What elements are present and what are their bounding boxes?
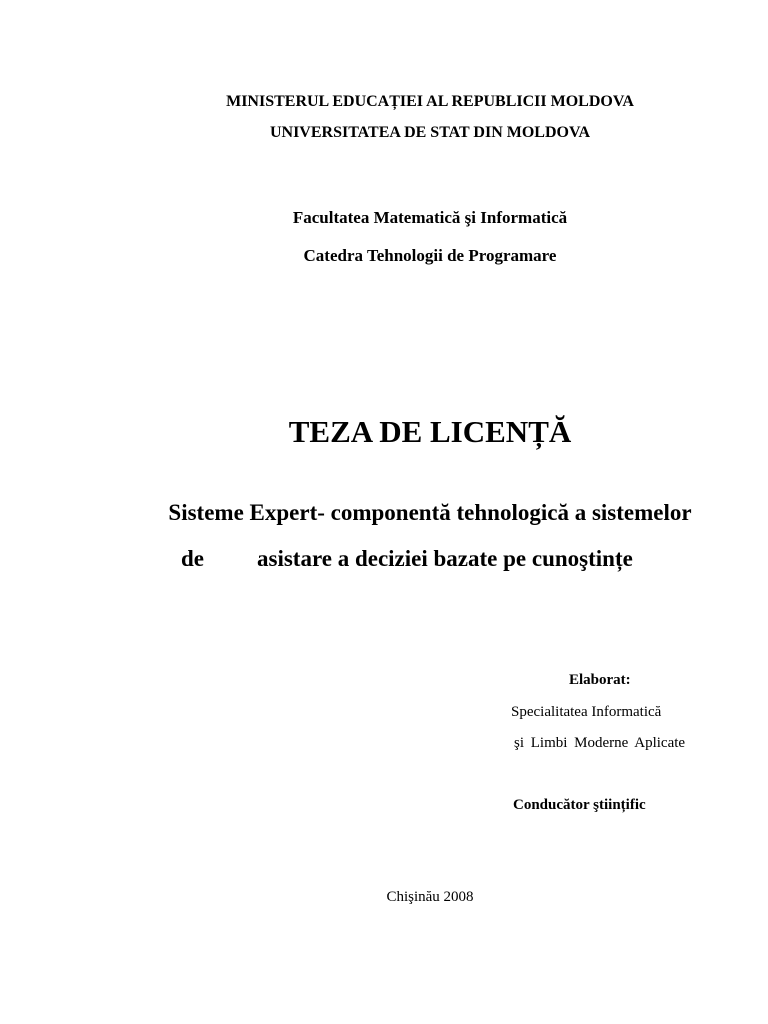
thesis-subtitle-line1: Sisteme Expert- componentă tehnologică a sistemelor <box>168 500 692 525</box>
ministry-heading: MINISTERUL EDUCAȚIEI AL REPUBLICII MOLDOVA <box>226 93 634 110</box>
university-heading: UNIVERSITATEA DE STAT DIN MOLDOVA <box>269 124 591 141</box>
specialty-line2: şi Limbi Moderne Aplicate <box>514 735 686 751</box>
thesis-type-title: TEZA DE LICENȚĂ <box>288 414 572 449</box>
city-year: Chişinău 2008 <box>386 889 474 905</box>
elaborat-label: Elaborat: <box>569 672 631 688</box>
faculty-name: Facultatea Matematică şi Informatică <box>292 208 568 227</box>
department-name: Catedra Tehnologii de Programare <box>303 246 557 265</box>
thesis-subtitle-line2-word: de <box>181 546 204 571</box>
thesis-subtitle-line2-rest: asistare a deciziei bazate pe cunoştințe <box>257 546 633 571</box>
supervisor-label: Conducător ştiințific <box>513 797 646 813</box>
specialty-line1: Specialitatea Informatică <box>511 704 662 720</box>
